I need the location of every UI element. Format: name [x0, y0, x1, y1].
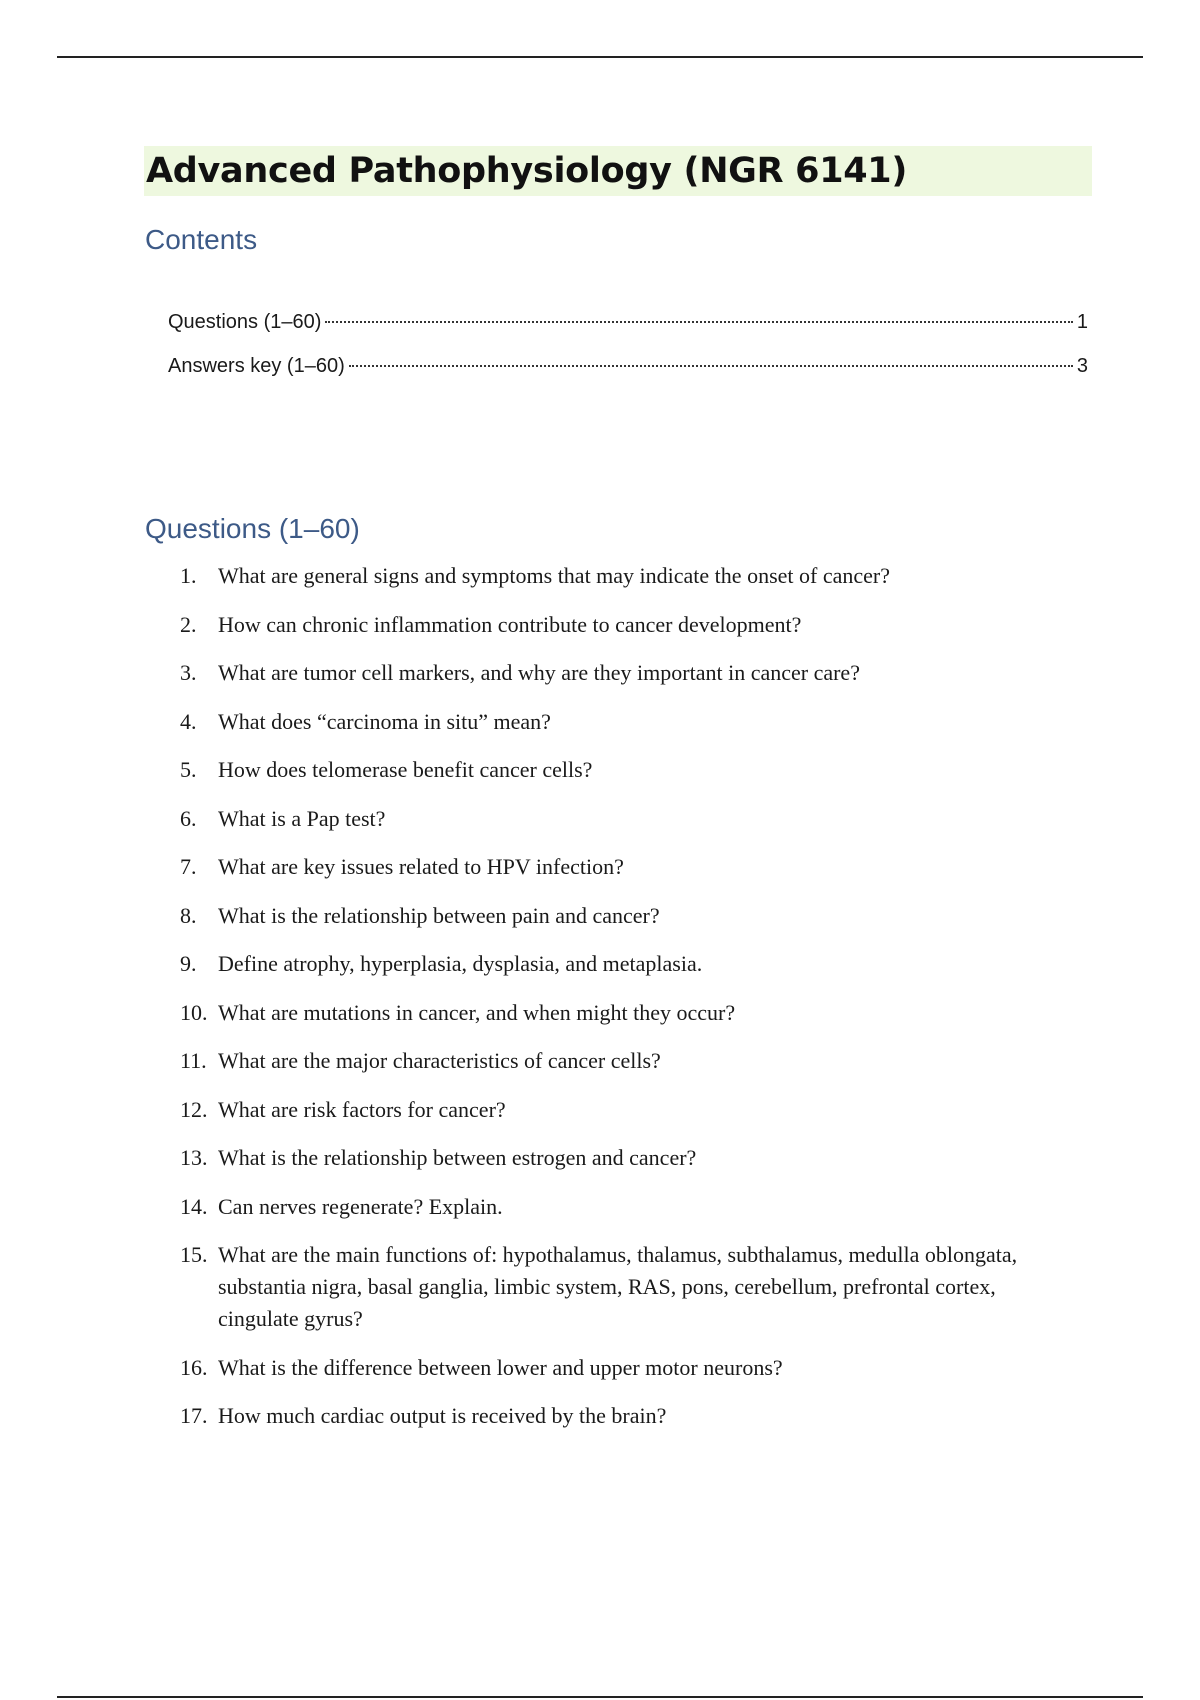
- question-number: 16.: [180, 1354, 208, 1380]
- toc-entry-label: Questions (1–60): [168, 311, 322, 333]
- contents-heading: Contents: [145, 224, 258, 255]
- question-item: [180, 948, 1020, 980]
- question-number: 2.: [180, 611, 197, 637]
- question-text: What is a Pap test?: [218, 805, 386, 831]
- question-text: What are the major characteristics of cancer cells?: [218, 1048, 661, 1073]
- question-text: What is the relationship between pain and cancer?: [218, 902, 660, 928]
- question-item: [180, 1045, 1020, 1077]
- question-number: 1.: [180, 563, 197, 588]
- bottom-rule: [57, 1696, 1143, 1698]
- toc-entry-page: 3: [1076, 355, 1088, 377]
- question-text: What are general signs and symptoms that may indicate the onset of cancer?: [218, 563, 890, 588]
- question-item: [180, 609, 1020, 641]
- question-number: 3.: [180, 660, 197, 685]
- question-item: [180, 1400, 1020, 1432]
- question-text: Define atrophy, hyperplasia, dysplasia, and metaplasia.: [218, 951, 703, 976]
- question-number: 9.: [180, 951, 197, 976]
- question-item: [180, 706, 1020, 738]
- question-item: [180, 997, 1020, 1029]
- question-item: [180, 1142, 1020, 1174]
- question-text: What are risk factors for cancer?: [218, 1096, 506, 1122]
- question-text: What are mutations in cancer, and when might they occur?: [218, 999, 736, 1025]
- question-item: [180, 1094, 1020, 1126]
- toc-entry-answers-key[interactable]: [168, 350, 1088, 394]
- question-item: [180, 1352, 1020, 1384]
- question-number: 11.: [180, 1048, 207, 1073]
- question-item: [180, 1239, 1020, 1335]
- toc-entry-page: 1: [1076, 311, 1088, 333]
- question-text: What is the difference between lower and upper motor neurons?: [218, 1354, 783, 1380]
- question-number: 10.: [180, 999, 208, 1025]
- question-number: 17.: [180, 1403, 208, 1428]
- toc-entry-label: Answers key (1–60): [168, 355, 345, 377]
- question-text: What are key issues related to HPV infection?: [218, 854, 624, 879]
- toc-leader-dots: [325, 321, 1072, 323]
- question-item: [180, 900, 1020, 932]
- top-rule: [57, 56, 1143, 58]
- question-item: [180, 803, 1020, 835]
- question-text: What is the relationship between estrogen and cancer?: [218, 1145, 697, 1170]
- questions-list: [180, 560, 1020, 1449]
- question-text: How much cardiac output is received by the brain?: [218, 1403, 667, 1428]
- toc-leader-dots: [349, 365, 1073, 367]
- question-text: How can chronic inflammation contribute to cancer development?: [218, 611, 802, 637]
- question-number: 15.: [180, 1242, 208, 1267]
- question-text: Can nerves regenerate? Explain.: [218, 1193, 503, 1219]
- question-number: 14.: [180, 1193, 208, 1219]
- question-number: 8.: [180, 902, 197, 928]
- document-title: Advanced Pathophysiology (NGR 6141): [146, 151, 908, 191]
- question-text: What does “carcinoma in situ” mean?: [218, 708, 551, 734]
- question-item: [180, 754, 1020, 786]
- question-text: What are the main functions of: hypothalamus, thalamus, subthalamus, medulla oblongata, substantia nigra, basal ganglia, limbic system, RAS, pons, cerebellum, prefrontal cortex, cingulate gyrus?: [218, 1242, 1018, 1331]
- questions-heading: Questions (1–60): [145, 513, 360, 544]
- table-of-contents: [168, 306, 1088, 394]
- question-item: [180, 657, 1020, 689]
- question-number: 6.: [180, 805, 197, 831]
- question-number: 12.: [180, 1096, 208, 1122]
- question-text: What are tumor cell markers, and why are they important in cancer care?: [218, 660, 860, 685]
- question-number: 4.: [180, 708, 197, 734]
- question-number: 7.: [180, 854, 197, 879]
- question-item: [180, 1191, 1020, 1223]
- question-item: [180, 851, 1020, 883]
- question-number: 5.: [180, 757, 197, 782]
- toc-entry-questions[interactable]: [168, 306, 1088, 350]
- question-text: How does telomerase benefit cancer cells?: [218, 757, 593, 782]
- question-item: [180, 560, 1020, 592]
- question-number: 13.: [180, 1145, 208, 1170]
